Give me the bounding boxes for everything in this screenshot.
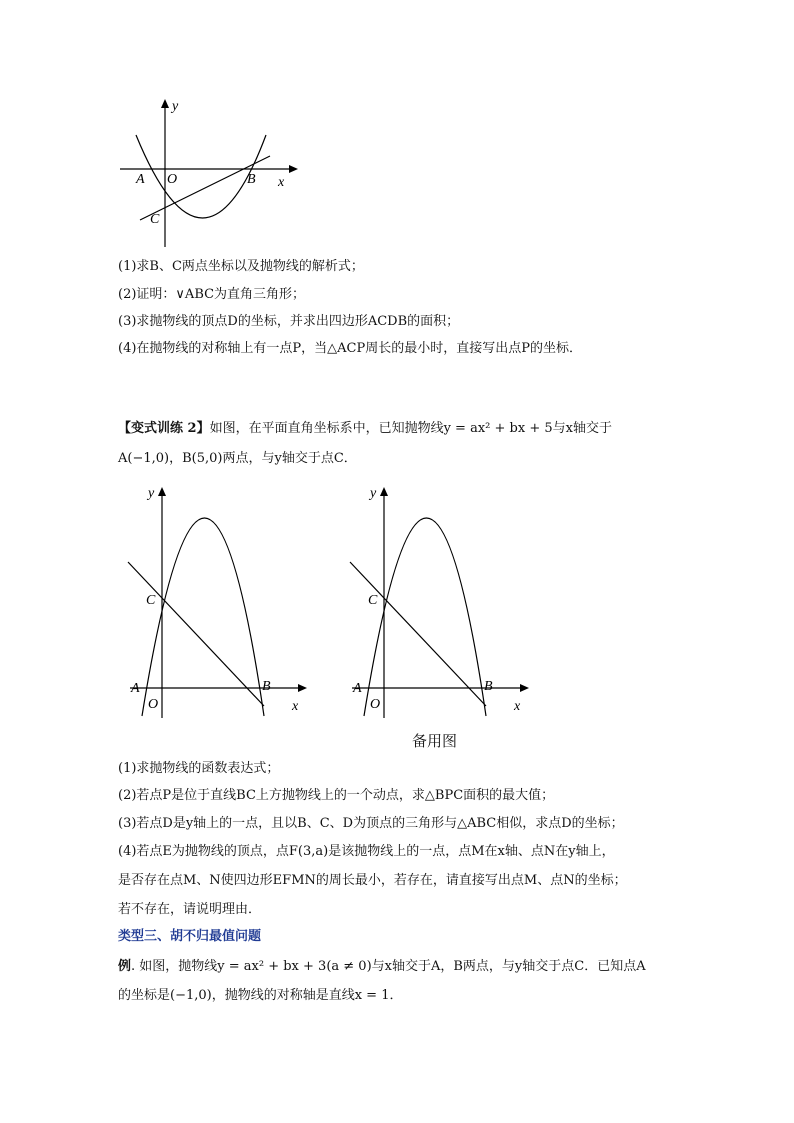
fig2-label-B: B bbox=[262, 679, 271, 694]
figure-2-spare bbox=[340, 480, 540, 720]
fig2-label-C: C bbox=[146, 593, 156, 608]
example-line-2: 的坐标是(−1,0)，抛物线的对称轴是直线x = 1． bbox=[118, 988, 403, 1003]
example-line-1 bbox=[118, 958, 646, 976]
fig2-label-O: O bbox=[148, 697, 159, 712]
fig3-label-y: y bbox=[370, 486, 377, 501]
variant-2-text-1: 如图，在平面直角坐标系中，已知抛物线y = ax² + bx + 5与x轴交于 bbox=[209, 421, 612, 436]
question-4: (4)在抛物线的对称轴上有一点P，当△ACP周长的最小时，直接写出点P的坐标． bbox=[118, 341, 582, 356]
figure-2-main bbox=[118, 480, 318, 720]
spare-figure-caption: 备用图 bbox=[412, 732, 458, 750]
question-2: (2)证明：∨ABC为直角三角形； bbox=[118, 287, 306, 302]
fig2-label-x: x bbox=[292, 699, 299, 714]
example-text-1: . 如图，抛物线y = ax² + bx + 3(a ≠ 0)与x轴交于A，B两点，与y轴交于点C．已知点A bbox=[131, 959, 646, 974]
fig1-label-C: C bbox=[150, 212, 160, 227]
variant-2-question-4-line-2: 是否存在点M、N使四边形EFMN的周长最小，若存在，请直接写出点M、点N的坐标； bbox=[118, 873, 627, 888]
variant-2-tag: 【变式训练 2】 bbox=[118, 421, 210, 436]
example-tag: 例 bbox=[118, 959, 132, 974]
fig3-label-O: O bbox=[370, 697, 381, 712]
variant-2-line-1 bbox=[118, 420, 612, 438]
variant-2-question-3: (3)若点D是y轴上的一点，且以B、C、D为顶点的三角形与△ABC相似，求点D的坐标； bbox=[118, 816, 624, 831]
variant-2-question-2: (2)若点P是位于直线BC上方抛物线上的一个动点，求△BPC面积的最大值； bbox=[118, 788, 555, 803]
variant-2-question-4-line-1: (4)若点E为抛物线的顶点，点F(3,a)是该抛物线上的一点，点M在x轴、点N在y轴上， bbox=[118, 844, 615, 859]
fig1-label-B: B bbox=[247, 172, 256, 187]
fig2-label-A: A bbox=[131, 681, 140, 696]
fig2-label-y: y bbox=[148, 486, 155, 501]
variant-2-question-1: (1)求抛物线的函数表达式； bbox=[118, 761, 280, 776]
fig1-label-x: x bbox=[278, 175, 285, 190]
figure-1-parabola bbox=[110, 95, 310, 255]
question-1: (1)求B、C两点坐标以及抛物线的解析式； bbox=[118, 259, 364, 274]
fig3-label-C: C bbox=[368, 593, 378, 608]
fig1-label-y: y bbox=[172, 99, 179, 114]
fig1-label-A: A bbox=[136, 172, 145, 187]
section-3-title: 类型三、胡不归最值问题 bbox=[118, 929, 262, 944]
question-3: (3)求抛物线的顶点D的坐标，并求出四边形ACDB的面积； bbox=[118, 314, 460, 329]
variant-2-question-4-line-3: 若不存在，请说明理由． bbox=[118, 902, 262, 917]
fig3-label-B: B bbox=[484, 679, 493, 694]
variant-2-line-2: A(−1,0)，B(5,0)两点，与y轴交于点C． bbox=[118, 451, 357, 466]
fig3-label-x: x bbox=[514, 699, 521, 714]
fig1-label-O: O bbox=[167, 172, 178, 187]
fig3-label-A: A bbox=[353, 681, 362, 696]
